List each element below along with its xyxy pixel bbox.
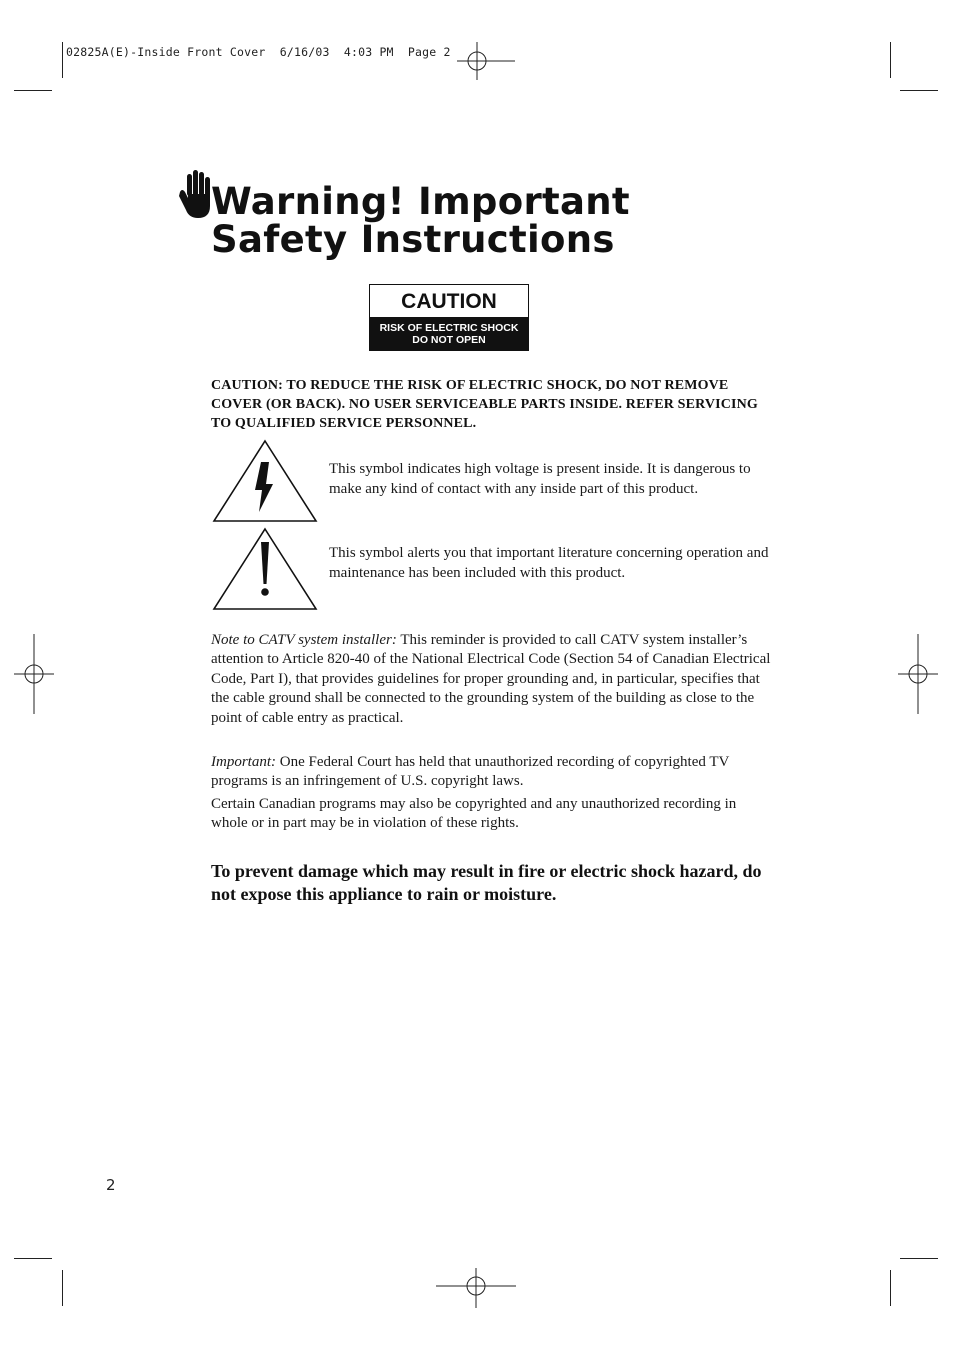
catv-note-text: This reminder is provided to call CATV system installer’s attention to Article 820-40 of the National Electrical Code (Section 54 of Canadian Electrical Code, Part I), that provides guidelines for proper grounding and, in particular, specifies that the cable ground shall be connected to the grounding system of the building as close to the point of cable entry as practical. (211, 632, 771, 726)
important-note-label: Important: (211, 754, 276, 770)
crop-mark-bottom-right-v (890, 1270, 891, 1306)
print-slug-line: 02825A(E)-Inside Front Cover 6/16/03 4:03 PM Page 2 (66, 45, 451, 59)
caution-text: CAUTION: TO REDUCE THE RISK OF ELECTRIC SHOCK, DO NOT REMOVE COVER (OR BACK). NO USER SERVICEABLE PARTS INSIDE. REFER SERVICING TO QUALIFIED SERVICE PERSONNEL. (211, 378, 758, 432)
page-number: 2 (106, 1176, 116, 1194)
registration-mark-left-icon (14, 634, 54, 714)
crop-mark-top-right-v (890, 42, 891, 78)
caution-label (369, 284, 529, 351)
caution-label-line-1: RISK OF ELECTRIC SHOCK (379, 322, 519, 334)
registration-mark-top-icon (457, 42, 517, 80)
catv-note-label: Note to CATV system installer: (211, 632, 397, 648)
canadian-copyright-note: Certain Canadian programs may also be copyrighted and any unauthorized recording in whole or in part may be in violation of these rights. (211, 796, 737, 832)
crop-mark-bottom-left-h (14, 1258, 52, 1259)
crop-mark-bottom-left-v (62, 1270, 63, 1306)
symbol-description-literature: This symbol alerts you that important literature concerning operation and maintenance has been included with this product. (329, 545, 769, 581)
important-note-text: One Federal Court has held that unauthorized recording of copyrighted TV programs is an infringement of U.S. copyright laws. (211, 754, 730, 790)
crop-mark-top-left-v (62, 42, 63, 78)
crop-mark-bottom-right-h (900, 1258, 938, 1259)
crop-mark-top-left-h (14, 90, 52, 91)
registration-mark-bottom-icon (436, 1268, 516, 1308)
caution-label-subtext (370, 317, 528, 350)
symbol-description-high-voltage: This symbol indicates high voltage is present inside. It is dangerous to make any kind of contact with any inside part of this product. (329, 461, 751, 497)
title-line-1: Warning! Important (211, 180, 630, 223)
caution-label-line-2: DO NOT OPEN (412, 333, 486, 346)
moisture-warning: To prevent damage which may result in fire or electric shock hazard, do not expose this appliance to rain or moisture. (211, 861, 762, 904)
page-title (211, 180, 771, 261)
important-copyright-note (211, 753, 771, 792)
catv-installer-note (211, 631, 771, 728)
hand-stop-icon (176, 166, 214, 220)
lightning-triangle-icon (211, 438, 319, 524)
registration-mark-right-icon (898, 634, 938, 714)
crop-mark-top-right-h (900, 90, 938, 91)
caution-label-heading: CAUTION (401, 290, 497, 313)
exclamation-triangle-icon (211, 526, 319, 612)
title-line-2: Safety Instructions (211, 218, 615, 261)
